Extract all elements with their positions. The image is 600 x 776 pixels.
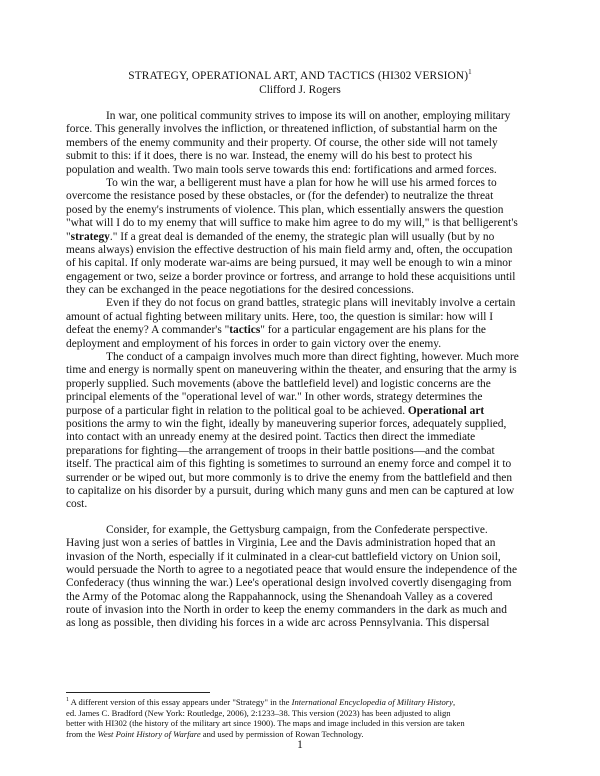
- paragraph-gap: [66, 512, 536, 524]
- page-number: 1: [297, 739, 303, 751]
- text-line: surrender or be wiped out, but more commonly is to drive the enemy from the battlefield and then: [66, 471, 513, 484]
- term-operational-art: Operational art: [407, 404, 485, 417]
- text-line: invasion of the North, especially if it culminated in a clear-cut battlefield victory on Union soil,: [66, 550, 501, 563]
- text-line: positions the army to win the fight, ideally by maneuvering superior forces, adequately supplied,: [66, 417, 507, 430]
- footnote-line: $^1$ A different version of this essay appears under "Strategy" in the International Encyclopedia of Military History,: [66, 697, 456, 707]
- term-strategy: strategy: [70, 230, 110, 243]
- text-line: submit to this: if it does, there is no war. Instead, the enemy will do his best to protect his: [66, 150, 473, 163]
- text-line: to capitalize on his disorder by a pursuit, during which many guns and men can be captured at low: [66, 484, 515, 497]
- footnote-divider: [66, 692, 210, 693]
- text-line: route of invasion into the North in order to keep the enemy commanders in the dark as much and: [66, 604, 507, 617]
- text-line: into contact with an unready enemy at the desired point. Tactics then direct the immediate: [66, 431, 476, 444]
- text-line: population and wealth. Two main tools serve towards this end: fortifications and armed forces.: [66, 163, 497, 176]
- text-line: would persuade the North to agree to a negotiated peace that would ensure the independence of the: [66, 563, 518, 576]
- text-line: principal elements of the "operational level of war." In other words, strategy determines the: [66, 391, 483, 404]
- text-line: preparations for fighting—the arrangement of troops in their battle positions—and the combat: [66, 444, 495, 457]
- text-line: of his capital. If only moderate war-aims are being pursued, it may well be enough to win a minor: [66, 257, 512, 270]
- text-line: Confederacy (thus winning the war.) Lee's operational design involved covertly disengaging from: [66, 577, 512, 590]
- text-line: Even if they do not focus on grand battles, strategic plans will inevitably involve a certain: [106, 297, 516, 310]
- text-line: In war, one political community strives to impose its will on another, employing military: [106, 110, 511, 122]
- footnote-line: ed. James C. Bradford (New York: Routledge, 2006), 2:1233–38. This version (2023) has been adjusted to align: [66, 707, 451, 718]
- text-line: force. This generally involves the infliction, or threatened infliction, of substantial harm on the: [66, 123, 498, 136]
- text-line: properly supplied. Such movements (above the battlefield level) and logistic concerns are the: [66, 377, 491, 390]
- document-title: [0, 70, 600, 83]
- text-line: amount of actual fighting between military units. Here, too, the question is similar: how will I: [66, 310, 494, 323]
- paragraph: [66, 177, 536, 298]
- text-line: posed by the enemy's instruments of violence. This plan, which essentially answers the question: [66, 203, 504, 216]
- footnote-line: from the West Point History of Warfare and used by permission of Rowan Technology.: [66, 728, 364, 739]
- text-line: Having just won a series of battles in Virginia, Lee and the Davis administration hoped that an: [66, 537, 496, 550]
- text-line: To win the war, a belligerent must have a plan for how he will use his armed forces to: [106, 176, 497, 189]
- text-line: overcome the resistance posed by these obstacles, or (for the defender) to neutralize the threat: [66, 190, 494, 203]
- title-footnote-mark: 1: [468, 68, 472, 77]
- text-line: defeat the enemy? A commander's "tactics" for a particular engagement are his plans for the: [66, 324, 486, 337]
- text-line: itself. The practical aim of this fighting is sometimes to surround an enemy force and compel it to: [66, 458, 512, 471]
- footnote-line: better with HI302 (the history of the military art since 1900). The maps and image included in this version are taken: [66, 718, 465, 729]
- footnote: [66, 697, 536, 739]
- text-line: engagement or two, seize a border province or fortress, and arrange to hold these acquisitions until: [66, 270, 516, 283]
- footnote-mark: 1: [66, 697, 69, 704]
- text-line: The conduct of a campaign involves much more than direct fighting, however. Much more: [106, 351, 519, 364]
- term-tactics: tactics: [229, 324, 261, 337]
- text-line: "what will I do to my enemy that will suffice to make him agree to do my will," is that belligerent's: [66, 217, 518, 230]
- paragraph: [66, 110, 536, 177]
- text-line: Consider, for example, the Gettysburg campaign, from the Confederate perspective.: [106, 523, 488, 536]
- text-line: members of the enemy community and their property. Of course, the other side will not tamely: [66, 136, 498, 149]
- paragraph: [66, 351, 536, 512]
- text-line: as long as possible, then dividing his forces in a wide arc across Pennsylvania. This dispersal: [66, 617, 490, 630]
- text-line: "strategy." If a great deal is demanded of the enemy, the strategic plan will usually (but by no: [66, 230, 495, 243]
- author-name: Clifford J. Rogers: [259, 84, 341, 96]
- citation-title: West Point History of Warfare: [97, 728, 201, 739]
- text-line: they can be exchanged in the peace negotiations for the desired concessions.: [66, 284, 414, 297]
- text-line: purpose of a particular fight in relation to the political goal to be achieved. Operational art: [66, 404, 485, 417]
- text-line: time and energy is normally spent on maneuvering within the theater, and ensuring that the army is: [66, 364, 517, 377]
- text-line: the Army of the Potomac along the Rappahannock, using the Shenandoah Valley as a covered: [66, 590, 493, 603]
- text-line: cost.: [66, 498, 88, 511]
- title-text: STRATEGY, OPERATIONAL ART, AND TACTICS (HI302 VERSION): [128, 70, 469, 82]
- body-text: [66, 110, 536, 631]
- citation-title: International Encyclopedia of Military History: [291, 697, 453, 707]
- text-line: deployment and employment of his forces in order to gain victory over the enemy.: [66, 337, 442, 350]
- paragraph: [66, 524, 536, 631]
- paragraph: [66, 297, 536, 351]
- text-line: means always) envision the effective destruction of his main field army and, often, the occupation: [66, 243, 513, 256]
